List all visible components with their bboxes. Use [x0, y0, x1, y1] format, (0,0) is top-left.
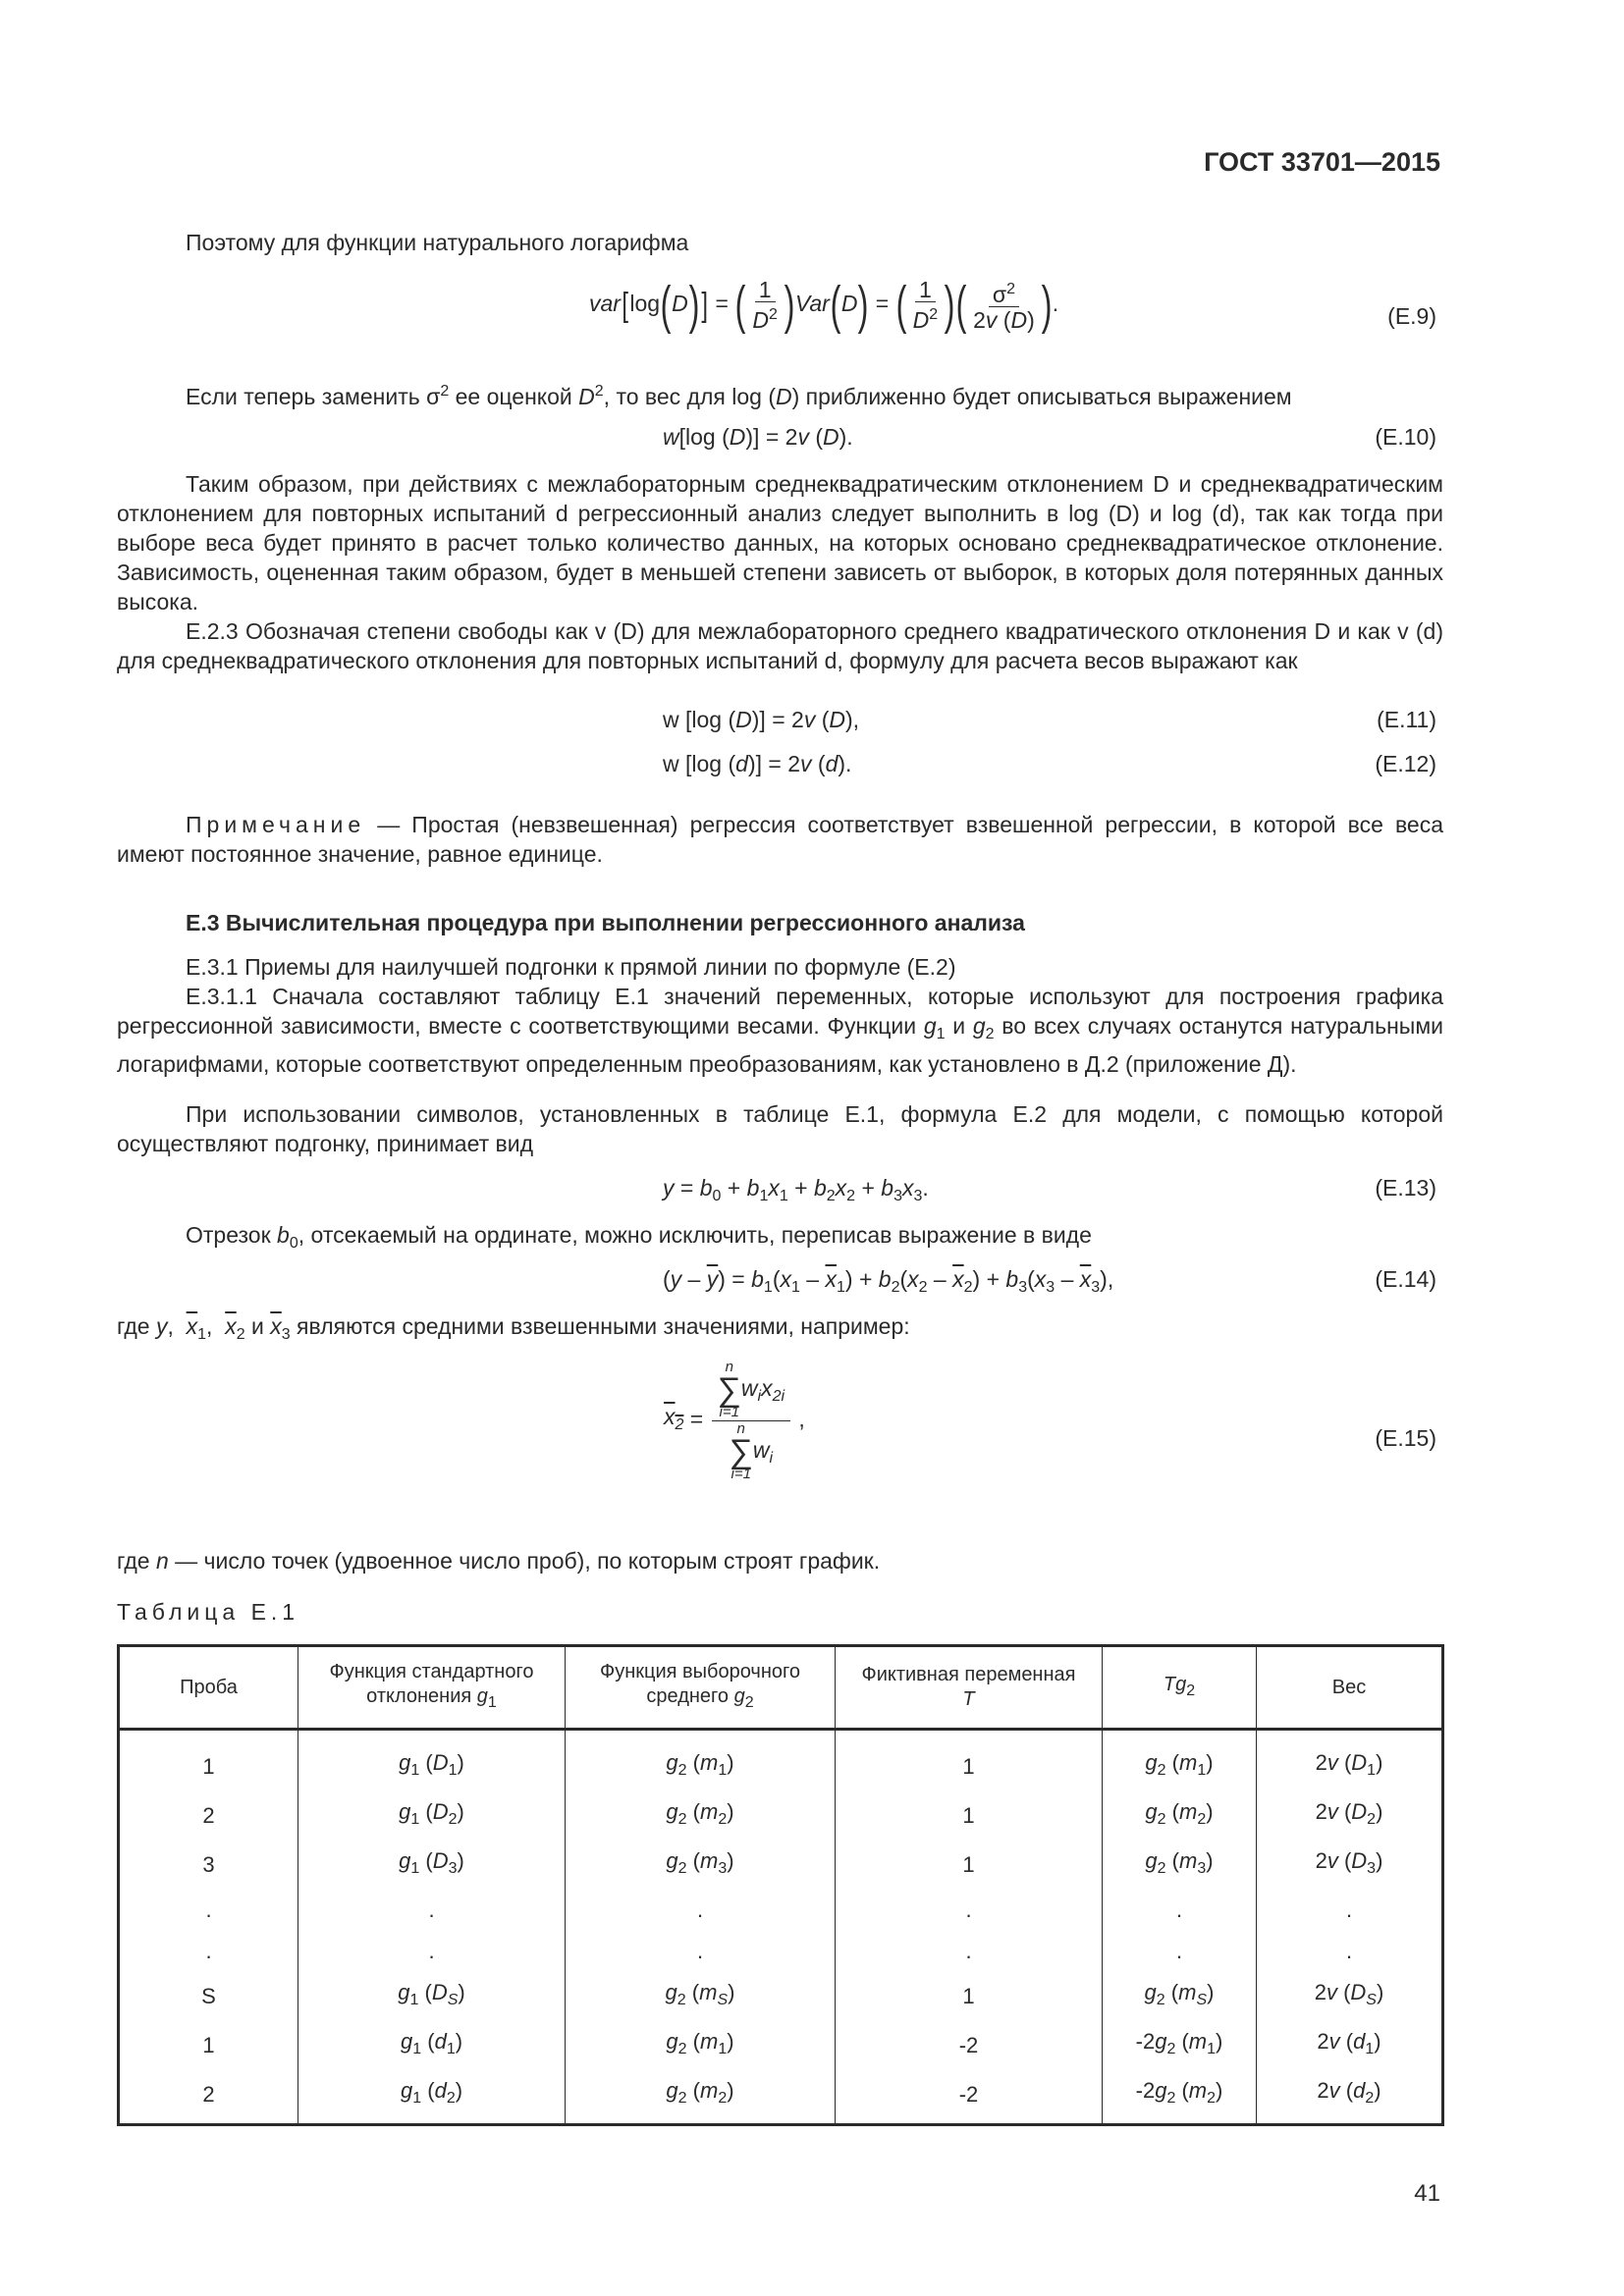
table-cell: -2 — [836, 2021, 1103, 2070]
header-sample: Проба — [119, 1646, 298, 1730]
paragraph-regression-log: Таким образом, при действиях с межлабораторным среднеквадратическим отклонением D и среднеквадратическим отклонением для повторных испытаний d регрессионный анализ следует выполнить в log (D) и log (d), так как тогда при выборе веса будет принято в расчет только количество данных, на которых основано среднеквадратическое отклонение. Зависимость, оцененная таким образом, будет в меньшей степени зависеть от выборок, в которых доля потерянных данных высока. — [117, 471, 1443, 614]
table-cell: . — [119, 1890, 298, 1931]
equation-number-e15: (Е.15) — [1375, 1425, 1436, 1451]
paragraph-degrees-of-freedom: Е.2.3 Обозначая степени свободы как v (D) для межлабораторного среднего квадратического отклонения D и как v (d) для среднеквадратического отклонения для повторных испытаний d, формулу для расчета весов выражают как — [117, 618, 1443, 673]
equation-number-e13: (Е.13) — [1375, 1175, 1436, 1201]
table-cell: $g_1$ $(d_2)$ — [298, 2070, 566, 2125]
table-cell: 2v $(d_1)$ — [1257, 2021, 1443, 2070]
equation-number-e11: (Е.11) — [1377, 707, 1436, 732]
equation-number-e10: (Е.10) — [1375, 424, 1436, 450]
table-cell: $g_2$ $(m_1)$ — [566, 2021, 836, 2070]
paragraph-natural-log: Поэтому для функции натурального логарифма — [186, 230, 689, 255]
table-cell: $g_2$ $(m_S)$ — [566, 1972, 836, 2021]
table-cell: 2v $(d_2)$ — [1257, 2070, 1443, 2125]
table-cell: $g_1$ $(D_3)$ — [298, 1841, 566, 1890]
table-caption: Таблица Е.1 — [117, 1599, 300, 1625]
note-paragraph — [117, 810, 1443, 869]
table-cell: 1 — [836, 1972, 1103, 2021]
equation-e14: $(y - \overline{y}) = b_1(x_1 - \overline{x}_1) + b_2(x_2 - \overline{x}_2) + b_3(x_3 - \overline{x}_3)$, — [663, 1266, 1114, 1296]
table-cell: . — [836, 1931, 1103, 1972]
table-cell: 2 — [119, 2070, 298, 2125]
equation-e11: w [log (D)] = 2v (D), — [663, 707, 860, 732]
table-cell: . — [119, 1931, 298, 1972]
table-row — [119, 1791, 1443, 1841]
table-cell: . — [836, 1890, 1103, 1931]
table-cell: $g_2$ $(m_S)$ — [1103, 1972, 1257, 2021]
table-row — [119, 1972, 1443, 2021]
table-e1 — [117, 1644, 1444, 2126]
table-cell: . — [298, 1890, 566, 1931]
header-weight: Вес — [1257, 1646, 1443, 1730]
note-label: Примечание — [186, 812, 366, 837]
paragraph-weighted-means: где y, $\overline{x}_1$, $\overline{x}_2$ и $\overline{x}_3$ являются средними взвешенными значениями, например: — [117, 1313, 910, 1343]
paragraph-e31: Е.3.1 Приемы для наилучшей подгонки к прямой линии по формуле (Е.2) — [186, 954, 956, 980]
header-dummy-variable: Фиктивная переменная T — [836, 1646, 1103, 1730]
table-cell: 1 — [119, 2021, 298, 2070]
table-cell: 2 — [119, 1791, 298, 1841]
table-cell: 1 — [836, 1791, 1103, 1841]
table-cell: . — [566, 1931, 836, 1972]
table-cell: 2v $(D_3)$ — [1257, 1841, 1443, 1890]
equation-number-e12: (Е.12) — [1375, 751, 1436, 776]
table-cell: $-2g_2$ $(m_2)$ — [1103, 2070, 1257, 2125]
table-row — [119, 1730, 1443, 1792]
note-text: — Простая (невзвешенная) регрессия соответствует взвешенной регрессии, в которой все веса имеют постоянное значение, равное единице. — [117, 812, 1443, 867]
table-cell: $g_2$ $(m_1)$ — [566, 1730, 836, 1792]
section-heading-e3: Е.3 Вычислительная процедура при выполнении регрессионного анализа — [186, 910, 1025, 935]
table-cell: . — [298, 1931, 566, 1972]
table-cell: 2v $(D_1)$ — [1257, 1730, 1443, 1792]
table-row — [119, 1890, 1443, 1931]
equation-e10: w[log (D)] = 2v (D). — [663, 424, 853, 450]
table-cell: . — [1257, 1890, 1443, 1931]
table-cell: 1 — [836, 1841, 1103, 1890]
table-row — [119, 2070, 1443, 2125]
table-cell: . — [566, 1890, 836, 1931]
paragraph-intercept: Отрезок $b_0$, отсекаемый на ординате, можно исключить, переписав выражение в виде — [186, 1222, 1092, 1252]
table-cell: $g_1$ $(D_2)$ — [298, 1791, 566, 1841]
table-cell: . — [1103, 1890, 1257, 1931]
header-tg2: $Tg_2$ — [1103, 1646, 1257, 1730]
table-cell: $g_1$ $(D_S)$ — [298, 1972, 566, 2021]
table-cell: -2 — [836, 2070, 1103, 2125]
table-cell: 2v $(D_S)$ — [1257, 1972, 1443, 2021]
table-row — [119, 1931, 1443, 1972]
table-cell: $g_2$ $(m_1)$ — [1103, 1730, 1257, 1792]
table-cell: 3 — [119, 1841, 298, 1890]
paragraph-replace-sigma: Если теперь заменить $\sigma^2$ ее оценкой $D^2$, то вес для log (D) приближенно будет описываться выражением — [186, 383, 1292, 409]
equation-e15: $x_2$ = n ∑ i=1 $w_ix_{2i}$ n ∑ i=1 $w_i$ , — [664, 1359, 805, 1482]
table-row — [119, 1841, 1443, 1890]
table-cell: . — [1257, 1931, 1443, 1972]
table-cell: $g_1$ $(D_1)$ — [298, 1730, 566, 1792]
table-cell: $g_2$ $(m_3)$ — [566, 1841, 836, 1890]
table-row — [119, 2021, 1443, 2070]
equation-e9: var[log(D)] = ( $\frac{1}{D^2}$ )Var(D) = ( $\frac{1}{D^2}$ )( $\frac{\sigma^2}{2v (D)}$ ). — [589, 276, 1059, 335]
equation-e12: w [log (d)] = 2v (d). — [663, 751, 852, 776]
table-cell: 1 — [836, 1730, 1103, 1792]
table-cell: . — [1103, 1931, 1257, 1972]
paragraph-model-form: При использовании символов, установленных в таблице Е.1, формула Е.2 для модели, с помощью которой осуществляют подгонку, принимает вид — [117, 1101, 1443, 1156]
table-cell: 1 — [119, 1730, 298, 1792]
table-header-row — [119, 1646, 1443, 1730]
table-cell: $g_2$ $(m_3)$ — [1103, 1841, 1257, 1890]
paragraph-e311: Е.3.1.1 Сначала составляют таблицу Е.1 значений переменных, которые используют для построения графика регрессионной зависимости, вместе с соответствующими весами. Функции $g_1$ и $g_2$ во всех случаях останутся натуральными логарифмами, которые соответствуют определенным преобразованиям, как установлено в Д.2 (приложение Д). — [117, 984, 1443, 1077]
table-cell: $g_1$ $(d_1)$ — [298, 2021, 566, 2070]
table-cell: 2v $(D_2)$ — [1257, 1791, 1443, 1841]
equation-number-e9: (Е.9) — [1387, 303, 1436, 329]
table-cell: $g_2$ $(m_2)$ — [566, 1791, 836, 1841]
table-cell: S — [119, 1972, 298, 2021]
header-std-dev-function: Функция стандартного отклонения $g_1$ — [298, 1646, 566, 1730]
equation-number-e14: (Е.14) — [1375, 1266, 1436, 1292]
page-number: 41 — [1414, 2180, 1440, 2207]
table-cell: $g_2$ $(m_2)$ — [1103, 1791, 1257, 1841]
paragraph-n-points: где n — число точек (удвоенное число проб), по которым строят график. — [117, 1548, 881, 1574]
table-cell: $g_2$ $(m_2)$ — [566, 2070, 836, 2125]
header-sample-mean-function: Функция выборочного среднего $g_2$ — [566, 1646, 836, 1730]
standard-header: ГОСТ 33701—2015 — [1204, 147, 1440, 177]
equation-e13: $y = b_0 + b_1x_1 + b_2x_2 + b_3x_3$. — [663, 1175, 929, 1204]
table-cell: $-2g_2$ $(m_1)$ — [1103, 2021, 1257, 2070]
